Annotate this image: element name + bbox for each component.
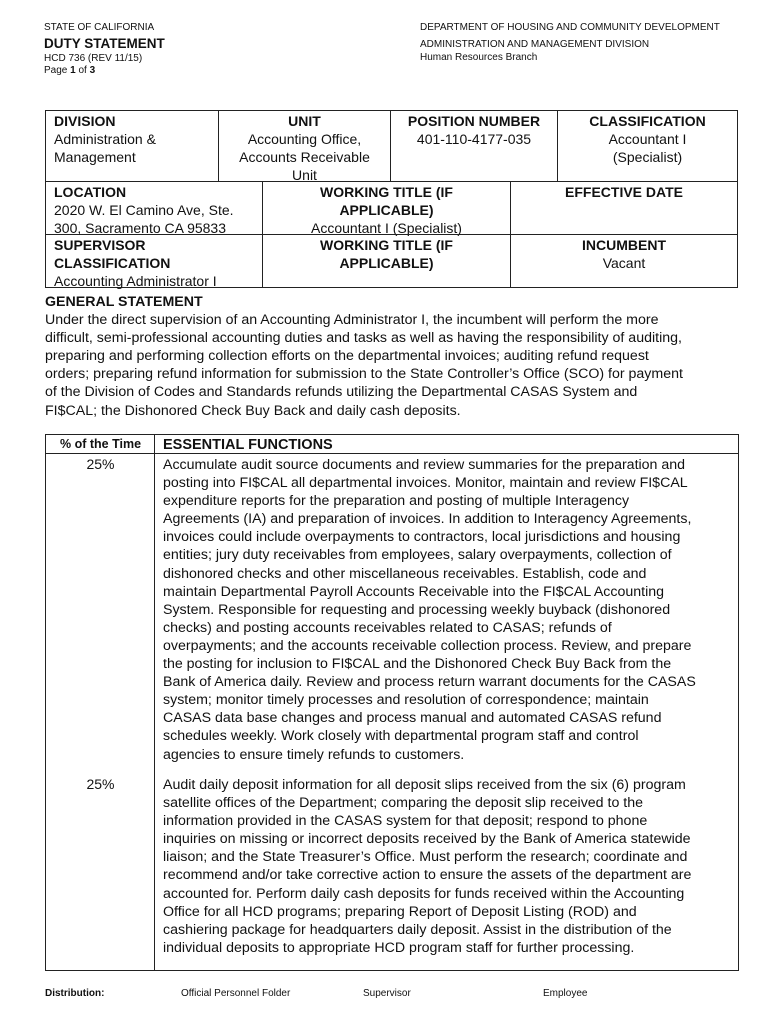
form-header-right — [420, 22, 720, 64]
function-line: system; monitor timely processes and resolution of correspondence; maintain — [163, 692, 649, 709]
working-title-value: Accountant I (Specialist) — [311, 220, 462, 236]
classification-value: Accountant I — [608, 131, 687, 147]
document-title: DUTY STATEMENT — [44, 36, 165, 51]
form-header-left — [44, 22, 165, 77]
function-line: the posting for inclusion to FI$CAL and the Dishonored Check Buy Back from the — [163, 656, 672, 673]
function-line: entities; jury duty receivables from employees, salary overpayments, collection of — [163, 547, 672, 564]
function-line: inquiries on missing or incorrect deposits received by the Bank of America statewide — [163, 831, 691, 848]
general-statement-line: Under the direct supervision of an Accounting Administrator I, the incumbent will perform the more — [45, 312, 659, 329]
page-total: 3 — [89, 65, 96, 76]
general-statement-line: orders; preparing refund information for submission to the State Controller’s Office (SCO) for payment — [45, 366, 683, 383]
function-line: expenditure reports for the preparation and posting of multiple Interagency — [163, 493, 630, 510]
general-statement-line: preparing and performing collection efforts on the departmental invoices; auditing refund request — [45, 348, 649, 365]
function-line: posting into FI$CAL all departmental invoices. Monitor, maintain and review FI$CAL — [163, 475, 688, 492]
function-line: accounted for. Perform daily cash deposits for funds received within the Accounting — [163, 885, 685, 902]
position-info-table — [45, 110, 738, 288]
division-label: DIVISION — [54, 113, 116, 129]
distribution-label: Distribution: — [45, 988, 105, 999]
function-line: invoices could include overpayments to contractors, local jurisdictions and housing — [163, 529, 681, 546]
function-line: liaison; and the State Treasurer’s Office. Must perform the research; coordinate and — [163, 849, 688, 866]
distribution-recipient: Supervisor — [363, 988, 411, 999]
classification-cell — [557, 110, 738, 182]
department-name: DEPARTMENT OF HOUSING AND COMMUNITY DEVELOPMENT — [420, 22, 720, 33]
function-line: Accumulate audit source documents and review summaries for the preparation and — [163, 457, 686, 473]
classification-value: (Specialist) — [612, 149, 683, 165]
page-indicator: Page 1 of 3 — [44, 65, 96, 76]
function-line: Audit daily deposit information for all deposit slips received from the six (6) program — [163, 777, 686, 793]
function-line: Bank of America daily. Review and process return warrant documents for the CASAS — [163, 674, 696, 691]
effective-date-cell — [510, 181, 738, 235]
division-cell — [45, 110, 219, 182]
general-statement-line: FI$CAL; the Dishonored Check Buy Back and daily cash deposits. — [45, 402, 461, 419]
distribution-recipient: Employee — [543, 988, 588, 999]
distribution-recipient: Official Personnel Folder — [181, 988, 291, 999]
unit-value: Unit — [292, 167, 317, 183]
essential-functions-table — [45, 434, 739, 971]
function-line: individual deposits to appropriate HCD program staff for further processing. — [163, 939, 635, 956]
function-line: information provided in the CASAS system for that deposit; respond to phone — [163, 813, 648, 830]
supervisor-value: Accounting Administrator I — [54, 273, 217, 289]
state-label: STATE OF CALIFORNIA — [44, 22, 155, 33]
function-line: Agreements (IA) and preparation of invoices. In addition to Interagency Agreements, — [163, 511, 692, 528]
function-line: overpayments; and the accounts receivable collection process. Review, and prepare — [163, 637, 692, 654]
time-header: % of the Time — [46, 435, 155, 454]
effective-date-label: EFFECTIVE DATE — [565, 184, 683, 200]
supervisor-label: CLASSIFICATION — [54, 255, 171, 271]
function-line: CASAS data base changes and process manual and automated CASAS refund — [163, 710, 662, 727]
unit-value: Accounts Receivable — [239, 149, 370, 165]
working-title-label: APPLICABLE) — [339, 202, 434, 218]
functions-header: ESSENTIAL FUNCTIONS — [155, 435, 738, 454]
function-line: recommend and/or take corrective action to ensure the assets of the department are — [163, 867, 692, 884]
time-column — [46, 435, 155, 970]
supervisor-cell — [45, 234, 263, 288]
unit-value: Accounting Office, — [247, 131, 362, 147]
working-title-label: WORKING TITLE (IF — [320, 184, 453, 200]
page-current: 1 — [70, 65, 76, 76]
branch-name: Human Resources Branch — [420, 52, 538, 63]
unit-cell — [218, 110, 391, 182]
classification-label: CLASSIFICATION — [589, 113, 706, 129]
position-number-cell — [390, 110, 558, 182]
location-label: LOCATION — [54, 184, 127, 200]
unit-label: UNIT — [288, 113, 321, 129]
position-number-label: POSITION NUMBER — [407, 113, 541, 129]
general-statement-line: of the Division of Codes and Standards refunds utilizing the Departmental CASAS System and — [45, 384, 638, 401]
function-description — [163, 776, 733, 957]
function-line: System. Responsible for requesting and processing weekly buyback (dishonored — [163, 601, 671, 618]
position-number-value: 401-110-4177-035 — [416, 131, 532, 147]
general-statement-line: difficult, semi-professional accounting duties and tasks as well as having the responsibility of auditing, — [45, 330, 682, 347]
general-statement-heading: GENERAL STATEMENT — [45, 294, 203, 310]
form-number: HCD 736 (REV 11/15) — [44, 53, 143, 64]
function-line: satellite offices of the Department; comparing the deposit slip received to the — [163, 795, 644, 812]
function-line: schedules weekly. Work closely with departmental program staff and control — [163, 728, 639, 745]
working-title-cell — [262, 181, 511, 235]
incumbent-value: Vacant — [602, 255, 646, 271]
function-line: maintain Departmental Payroll Accounts Receivable into the FI$CAL Accounting — [163, 583, 665, 600]
supervisor-label: SUPERVISOR — [54, 237, 146, 253]
location-value: 2020 W. El Camino Ave, Ste. — [54, 202, 234, 218]
function-line: checks) and posting accounts receivables related to CASAS; refunds of — [163, 619, 612, 636]
working-title-label: WORKING TITLE (IF — [320, 237, 453, 253]
function-line: Office for all HCD programs; preparing Report of Deposit Listing (ROD) and — [163, 903, 637, 920]
division-name: ADMINISTRATION AND MANAGEMENT DIVISION — [420, 39, 650, 50]
location-value: 300, Sacramento CA 95833 — [54, 220, 227, 236]
function-percent: 25% — [86, 456, 115, 472]
function-line: dishonored checks and other miscellaneous receivables. Establish, code and — [163, 565, 647, 582]
function-percent: 25% — [86, 776, 115, 792]
incumbent-label: INCUMBENT — [582, 237, 666, 253]
working-title-label: APPLICABLE) — [339, 255, 434, 271]
location-cell — [45, 181, 263, 235]
division-value: Administration & — [54, 131, 156, 147]
incumbent-cell — [510, 234, 738, 288]
function-description — [163, 456, 733, 764]
function-line: agencies to ensure timely refunds to customers. — [163, 746, 465, 763]
division-value: Management — [54, 149, 136, 165]
working-title-2-cell — [262, 234, 511, 288]
function-line: cashiering package for headquarters daily deposit. Assist in the distribution of the — [163, 921, 672, 938]
general-statement — [45, 293, 735, 420]
